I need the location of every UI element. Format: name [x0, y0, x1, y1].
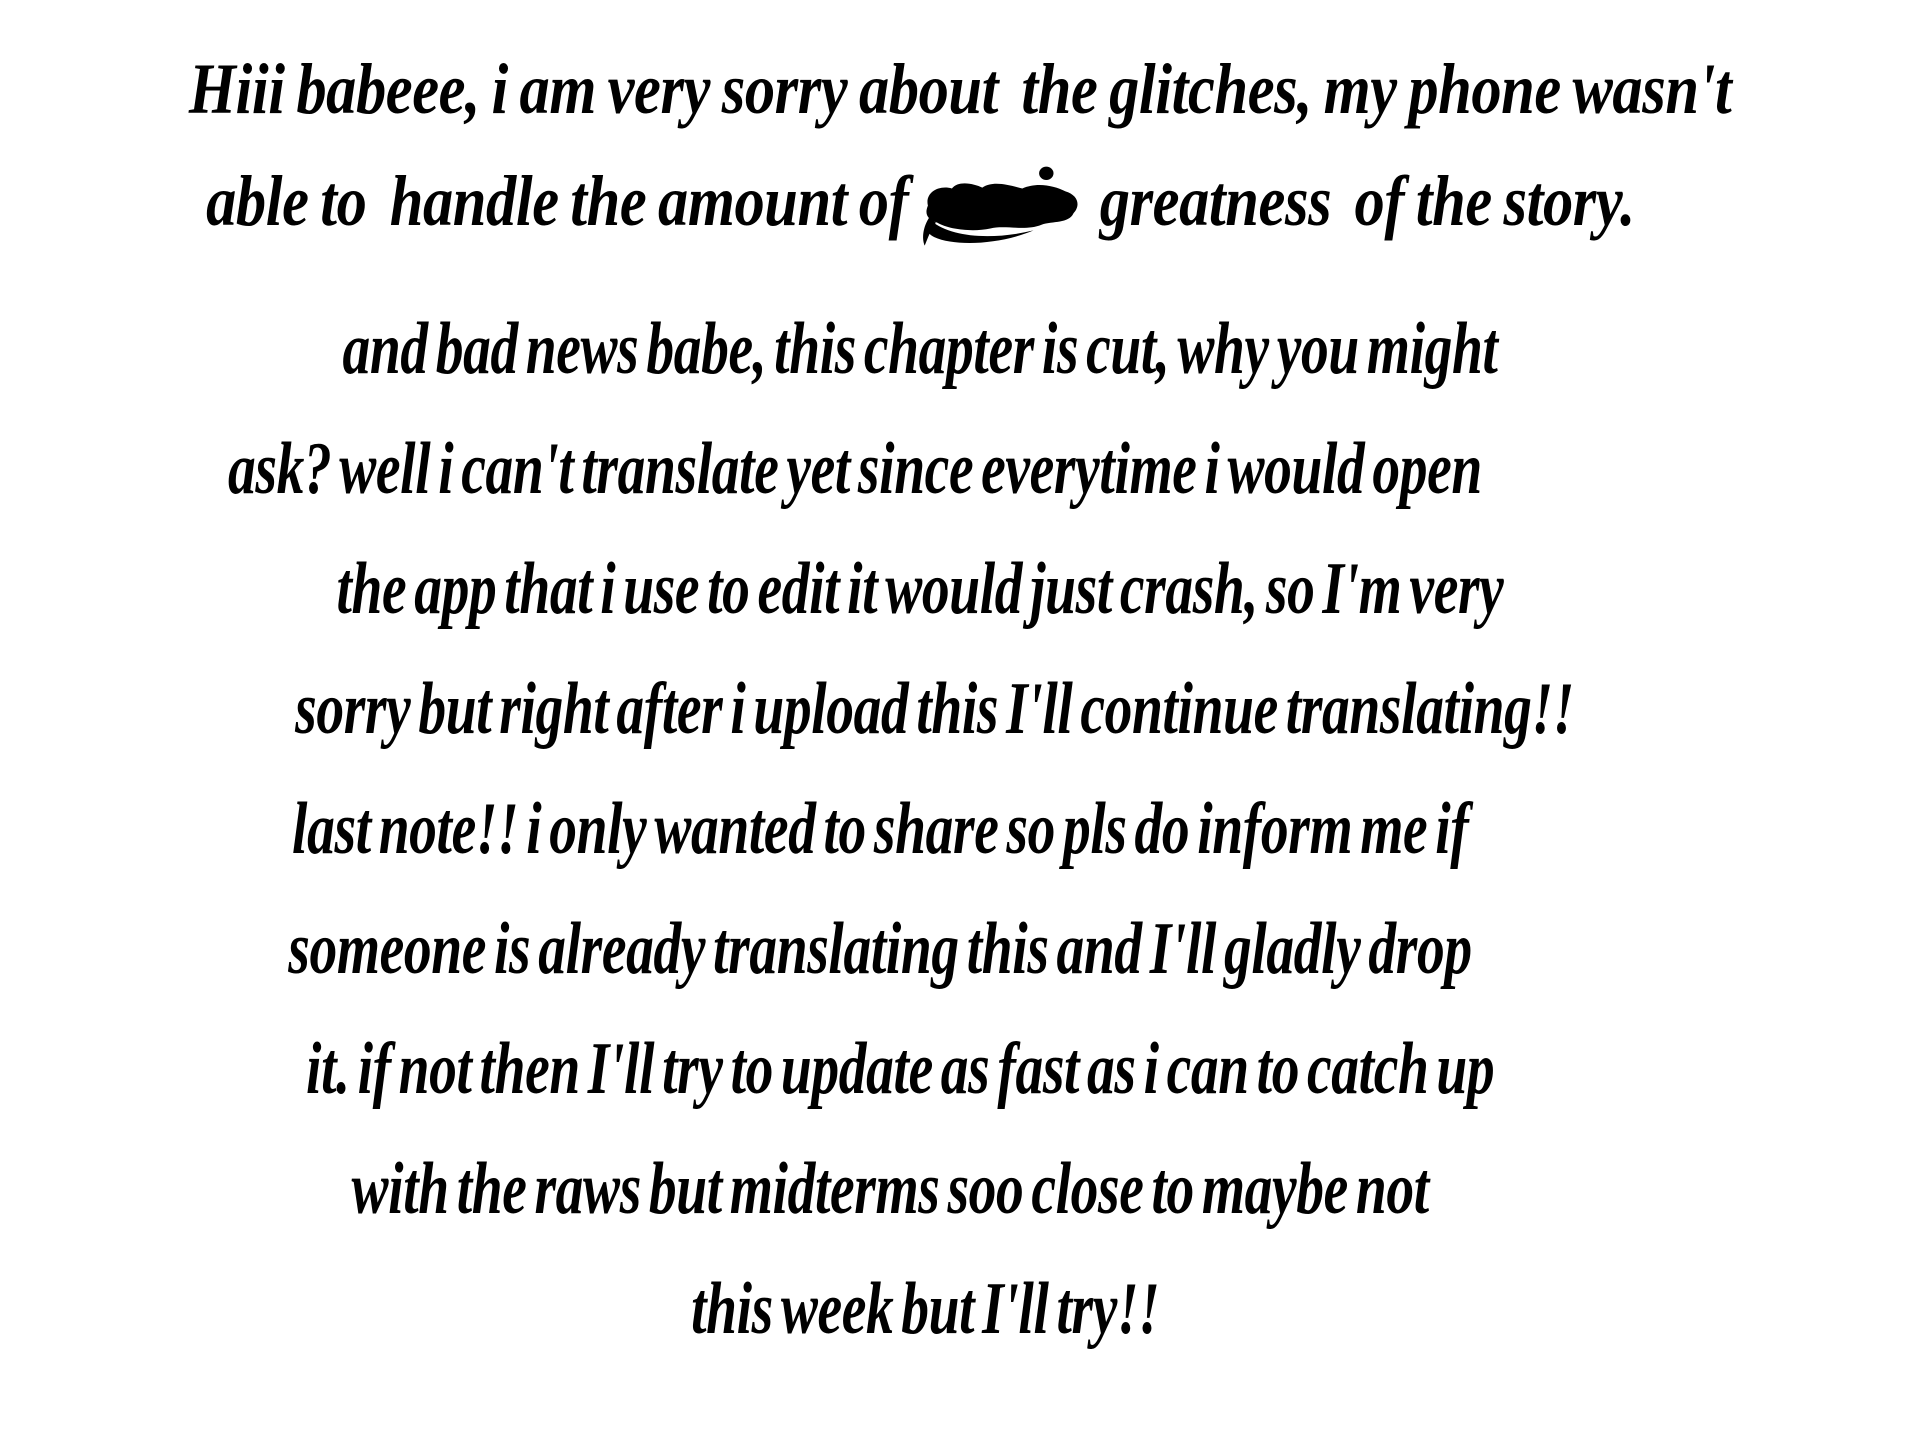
note-line-3: [0, 289, 1920, 409]
note-line-5: [0, 529, 1920, 649]
note-line-6-text: sorry but right after i upload this I'll continue translating!!: [295, 668, 1575, 750]
note-line-4-text: ask? well i can't translate yet since everytime i would open: [228, 428, 1482, 510]
note-line-7-text: last note!! i only wanted to share so pls do inform me if: [291, 788, 1469, 870]
note-line-9-text: it. if not then I'll try to update as fast as i can to catch up: [305, 1028, 1495, 1110]
note-line-10-text: with the raws but midterms soo close to maybe not: [351, 1148, 1429, 1230]
note-line-5-text: the app that i use to edit it would just crash, so I'm very: [336, 548, 1504, 630]
note-line-2-text-before: able to handle the amount of: [205, 161, 908, 241]
note-line-8: [0, 889, 1920, 1009]
note-line-11-text: this week but I'll try!!: [690, 1268, 1160, 1350]
note-line-10: [0, 1129, 1920, 1249]
note-line-7: [0, 769, 1920, 889]
note-line-9: [0, 1009, 1920, 1129]
note-line-2-text-after: greatness of the story.: [1087, 161, 1635, 241]
note-line-11: [0, 1249, 1920, 1369]
note-line-3-text: and bad news babe, this chapter is cut, why you might: [342, 308, 1498, 390]
note-line-1-text: Hiii babeee, i am very sorry about the glitches, my phone wasn't: [188, 49, 1732, 129]
note-line-8-text: someone is already translating this and I'll gladly drop: [288, 908, 1472, 990]
note-line-4: [0, 409, 1920, 529]
scribble-redaction: [916, 163, 1084, 255]
note-line-1: [0, 29, 1920, 149]
note-line-6: [0, 649, 1920, 769]
note-line-2: [0, 149, 1920, 269]
